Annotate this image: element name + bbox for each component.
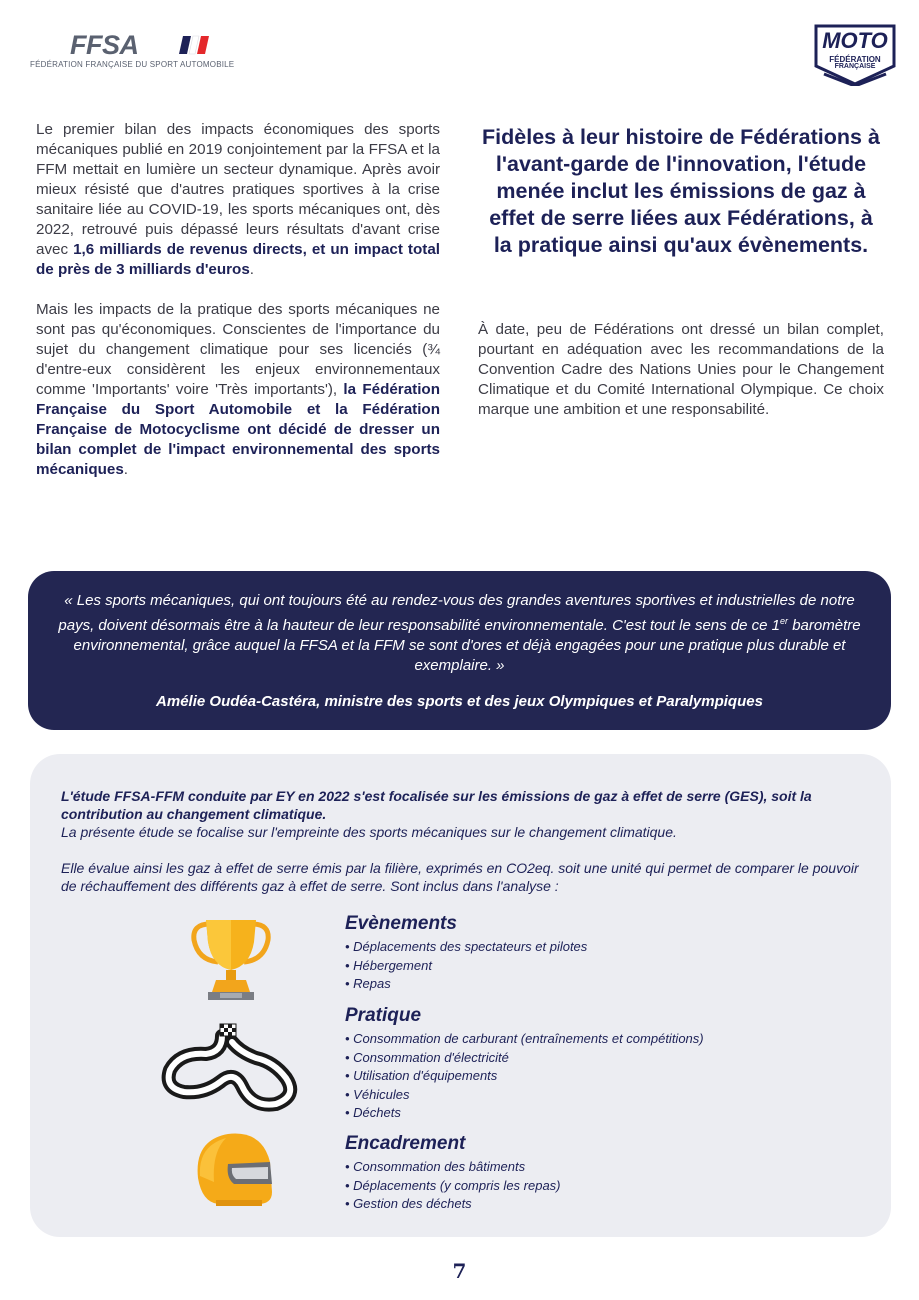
list-item: • Déchets [345,1105,401,1120]
category-practice-title: Pratique [345,1005,422,1026]
context-paragraph [36,300,440,480]
category-management [345,1132,875,1214]
ffsa-logo-word: FFSA [70,30,139,60]
list-item: • Consommation d'électricité [345,1049,509,1065]
context-text: Mais les impacts de la pratique des sports mécaniques ne sont pas qu'économiques. Conscientes de l'importance du sujet du changement climatique pour ses licenciés (¾ d'entre-eux considèrent les enjeux environnementaux comme 'Importants' voire 'Très importants'), [36,301,440,398]
ffsa-logo-subtitle: FÉDÉRATION FRANÇAISE DU SPORT AUTOMOBILE [30,60,235,69]
category-practice [345,1004,875,1123]
context-bold-text: la Fédération Française du Sport Automobile et la Fédération Française de Motocyclisme ont décidé de dresser un bilan complet de l'impact environnemental des sports mécaniques [36,381,440,478]
list-item: • Hébergement [345,957,432,973]
ffsa-logo [30,30,250,75]
list-item: • Consommation des bâtiments [345,1159,526,1174]
scope-intro-line: La présente étude se focalise sur l'empreinte des sports mécaniques sur le changement climatique. [61,824,677,840]
ffm-logo-line1: FÉDÉRATION [829,55,881,64]
quote-box [28,571,891,730]
ffm-logo-word: MOTO [822,28,888,53]
trophy-icon [188,916,274,1002]
quote-text-part1: « Les sports mécaniques, qui ont toujours été au rendez-vous des grandes aventures sportives et industrielles de notre pays, doivent désormais être à la hauteur de leur responsabilité environnementale. C'est tout le sens de ce 1 [58,592,855,634]
scope-intro [61,787,871,895]
context-text-end: . [123,461,129,478]
list-item: • Déplacements (y compris les repas) [345,1177,561,1193]
right-column-text: À date, peu de Fédérations ont dressé un bilan complet, pourtant en adéquation avec les recommandations de la Convention Cadre des Nations Unies pour le Changement Climatique et du Comité International Olympique. Ce choix marque une ambition et une responsabilité. [478,321,884,418]
intro-text-end: . [249,261,255,278]
ffm-logo-line2: FRANÇAISE [834,63,876,70]
category-management-title: Encadrement [345,1133,466,1154]
category-events-list [345,938,875,994]
list-item: • Utilisation d'équipements [345,1068,498,1083]
category-events-title: Evènements [345,913,457,934]
scope-panel [30,754,891,1237]
race-track-icon [160,1022,304,1118]
list-item: • Déplacements des spectateurs et pilotes [345,939,588,954]
list-item: • Véhicules [345,1086,410,1102]
highlight-statement: Fidèles à leur histoire de Fédérations à l'avant-garde de l'innovation, l'étude menée inclut les émissions de gaz à effet de serre liées aux Fédérations, à la pratique ainsi qu'aux évènements. [482,125,880,257]
scope-intro-bold: L'étude FFSA-FFM conduite par EY en 2022 s'est focalisée sur les émissions de gaz à effet de serre (GES), soit la contribution au changement climatique. [61,788,812,822]
ffm-logo [810,22,900,86]
quote-text [50,591,869,676]
page-number: 7 [452,1259,467,1283]
intro-bold-text: 1,6 milliards de revenus directs, et un impact total de près de 3 milliards d'euros [36,241,440,278]
left-column [36,120,440,500]
intro-paragraph [36,120,440,280]
list-item: • Consommation de carburant (entraînements et compétitions) [345,1031,704,1046]
category-management-list [345,1158,875,1214]
quote-superscript: er [780,616,789,626]
list-item: • Repas [345,976,391,991]
quote-text-part2: baromètre environnemental, grâce auquel la FFSA et la FFM se sont d'ores et déjà engagées pour une pratique plus durable et exemplaire. » [73,617,861,674]
helmet-icon [188,1126,274,1210]
scope-intro-method: Elle évalue ainsi les gaz à effet de serre émis par la filière, exprimés en CO2eq. soit une unité qui permet de comparer le pouvoir de réchauffement des différents gaz à effet de serre. Sont inclus dans l'analyse : [61,860,859,894]
quote-author: Amélie Oudéa-Castéra, ministre des sports et des jeux Olympiques et Paralympiques [156,693,763,710]
intro-text: Le premier bilan des impacts économiques des sports mécaniques publié en 2019 conjointement par la FFSA et la FFM mettait en lumière un secteur dynamique. Après avoir mieux résisté que d'autres pratiques sportives à la crise sanitaire liée au COVID-19, les sports mécaniques ont, dès 2022, retrouvé puis dépassé leurs résultats d'avant crise avec [36,121,440,258]
category-practice-list [345,1030,875,1123]
list-item: • Gestion des déchets [345,1196,472,1211]
category-events [345,912,875,994]
ffsa-flag-icon [177,34,215,56]
